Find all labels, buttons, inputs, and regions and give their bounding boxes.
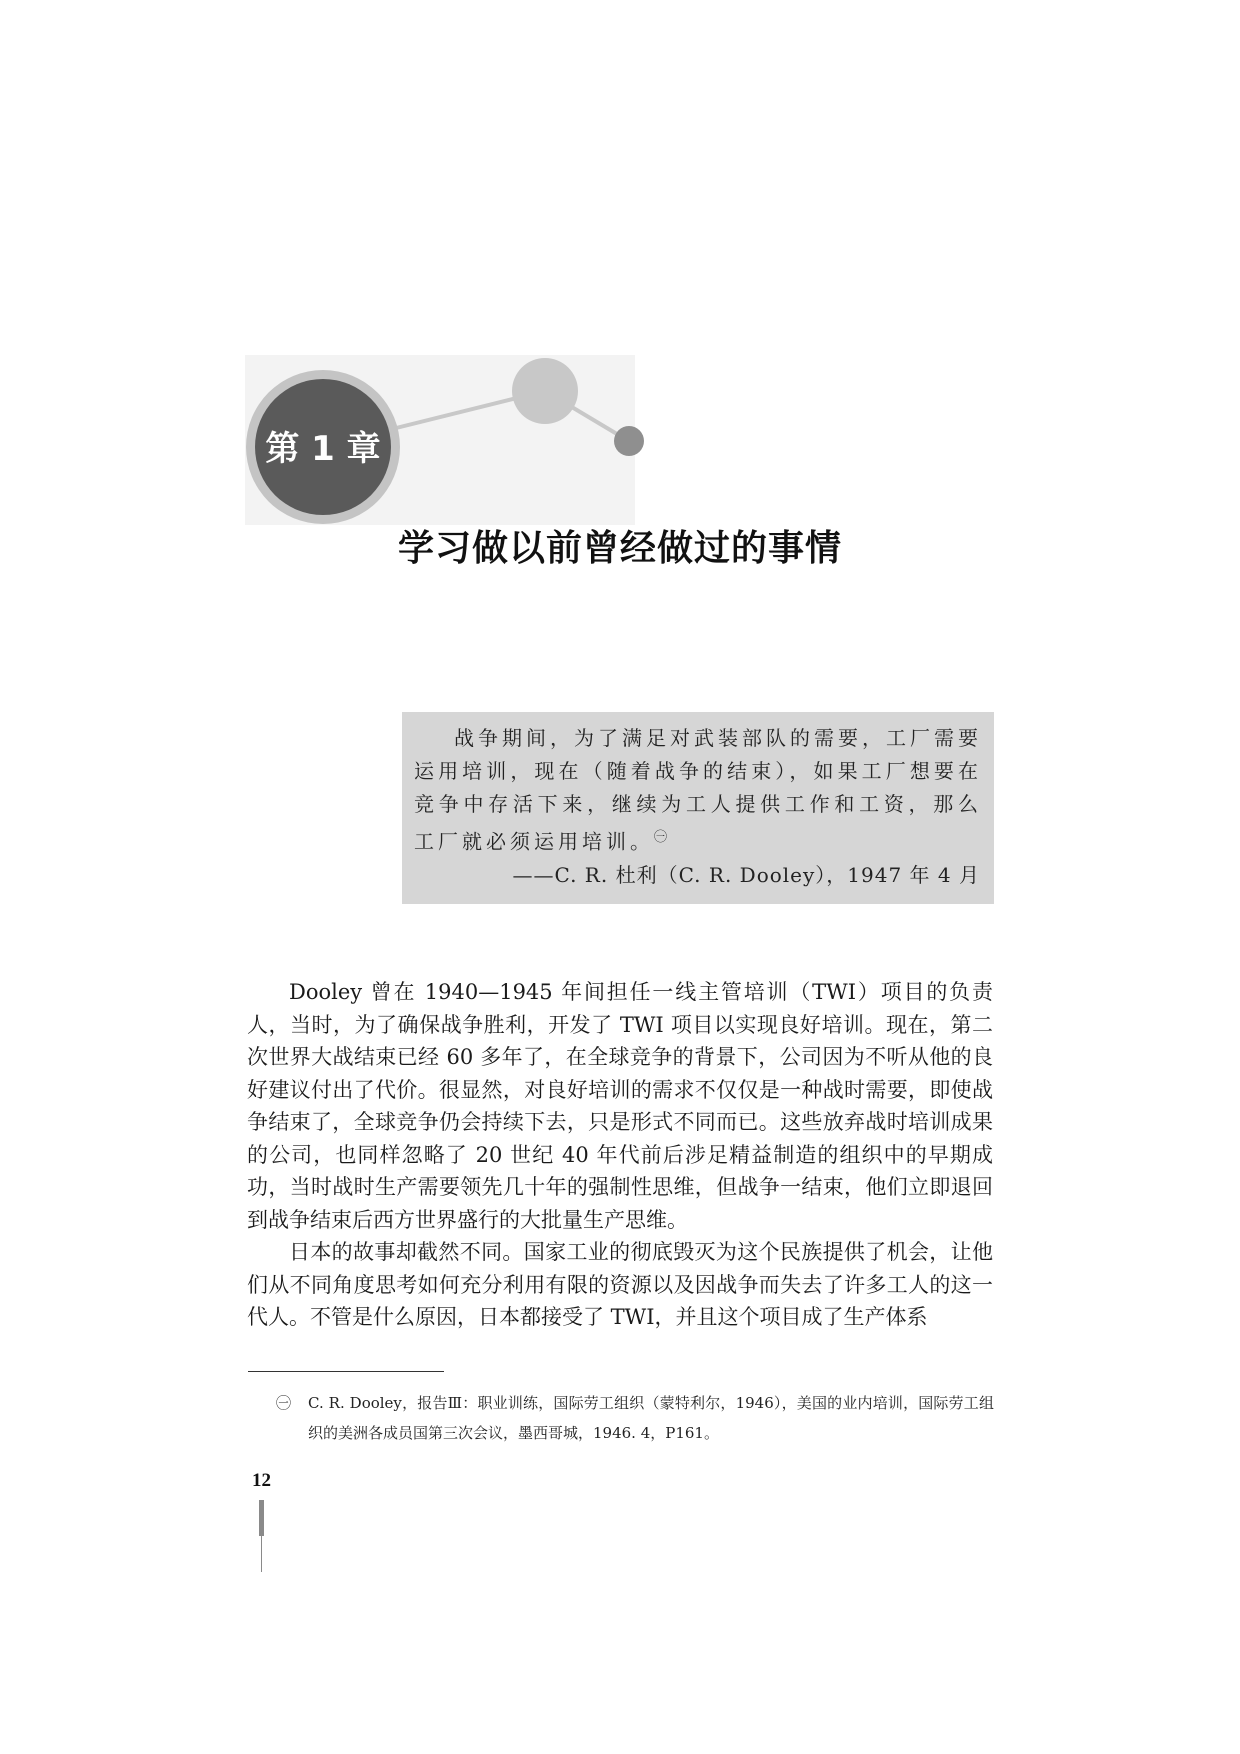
page-marker-bar [259, 1500, 264, 1536]
page-number: 12 [252, 1470, 271, 1491]
epigraph-quote [414, 722, 982, 859]
footnote-divider [248, 1371, 444, 1372]
chapter-graphic [245, 355, 665, 535]
body-paragraph-1: Dooley 曾在 1940—1945 年间担任一线主管培训（TWI）项目的负责人，当时，为了确保战争胜利，开发了 TWI 项目以实现良好培训。现在，第二次世界大战结束已经 60 多年了，在全球竞争的背景下，公司因为不听从他的良好建议付出了代价。很显然，对良好培训的需求不仅仅是一种战时需要，即使战争结束了，全球竞争仍会持续下去，只是形式不同而已。这些放弃战时培训成果的公司，也同样忽略了 20 世纪 40 年代前后涉足精益制造的组织中的早期成功，当时战时生产需要领先几十年的强制性思维，但战争一结束，他们立即退回到战争结束后西方世界盛行的大批量生产思维。 [247, 980, 993, 1232]
footnote-marker: ㊀ [276, 1394, 292, 1412]
epigraph-text: 战争期间，为了满足对武装部队的需要，工厂需要运用培训，现在（随着战争的结束），如果工厂想要在竞争中存活下来，继续为工人提供工作和工资，那么工厂就必须运用培训。 [414, 726, 982, 854]
footnote-text: C. R. Dooley，报告Ⅲ：职业训练，国际劳工组织（蒙特利尔，1946），美国的业内培训，国际劳工组织的美洲各成员国第三次会议，墨西哥城，1946. 4，P161。 [308, 1394, 994, 1442]
epigraph-box [402, 712, 994, 904]
chapter-title: 学习做以前曾经做过的事情 [397, 528, 842, 569]
page-marker-line [261, 1536, 262, 1572]
bubble-large [512, 358, 578, 424]
body-paragraph-2: 日本的故事却截然不同。国家工业的彻底毁灭为这个民族提供了机会，让他们从不同角度思考如何充分利用有限的资源以及因战争而失去了许多工人的这一代人。不管是什么原因，日本都接受了 TWI，并且这个项目成了生产体系 [247, 1240, 993, 1329]
epigraph-attribution: ——C. R. 杜利（C. R. Dooley），1947 年 4 月 [512, 862, 980, 887]
body-text [247, 976, 993, 1334]
bubble-small [614, 426, 644, 456]
footnote [278, 1388, 994, 1448]
footnote-reference[interactable]: ㊀ [654, 830, 668, 845]
chapter-badge-label: 第 1 章 [265, 429, 381, 469]
